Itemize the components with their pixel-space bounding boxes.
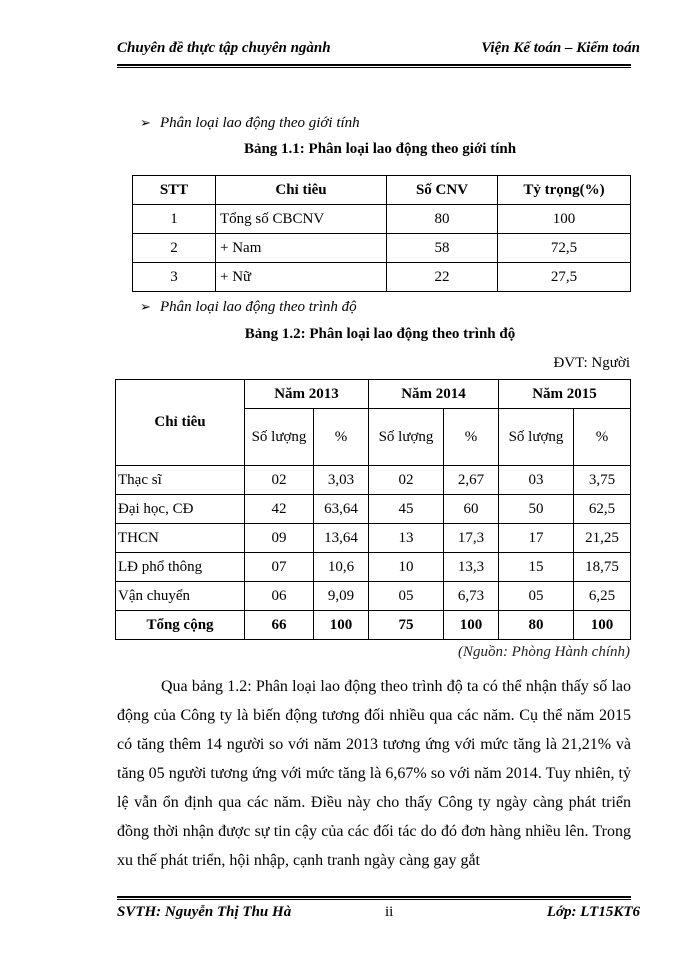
table-cell: 63,64 <box>314 495 369 524</box>
table-total-row <box>116 611 631 640</box>
table-cell: 21,25 <box>574 524 631 553</box>
table-cell: 3 <box>133 263 216 292</box>
column-header: Số lượng <box>499 409 574 466</box>
table-cell: 9,09 <box>314 582 369 611</box>
page-number: ii <box>385 904 394 920</box>
column-header: Số lượng <box>245 409 314 466</box>
table-cell: 22 <box>387 263 498 292</box>
footer-student: SVTH: Nguyễn Thị Thu Hà <box>117 904 292 920</box>
table-cell: 6,73 <box>444 582 499 611</box>
table-cell: 17 <box>499 524 574 553</box>
column-header: % <box>314 409 369 466</box>
column-header: % <box>444 409 499 466</box>
body-paragraph: Qua bảng 1.2: Phân loại lao động theo trình độ ta có thể nhận thấy số lao động của Công ty là biến động tương đối nhiều qua các năm. Cụ thể năm 2015 có tăng thêm 14 người so với năm 2013 tương ứng với mức tăng là 21,21% và tăng 05 người tương ứng với mức tăng là 6,67% so với năm 2014. Tuy nhiên, tỷ lệ vẫn ổn định qua các năm. Điều này cho thấy Công ty ngày càng phát triển đồng thời nhận được sự tin cậy của các đối tác do đó đơn hàng nhiều lên. Trong xu thế phát triển, hội nhập, cạnh tranh ngày càng gay gắt <box>117 678 631 869</box>
table-cell: 05 <box>369 582 444 611</box>
footer-class: Lớp: LT15KT6 <box>546 904 640 920</box>
table-cell: 2,67 <box>444 466 499 495</box>
table-row <box>133 263 631 292</box>
table-cell: 10 <box>369 553 444 582</box>
arrow-bullet-icon: ➢ <box>140 299 151 314</box>
table-cell: 100 <box>314 611 369 640</box>
gender-table <box>132 175 631 292</box>
table-row <box>116 495 631 524</box>
column-header: STT <box>133 176 216 205</box>
table-cell: 45 <box>369 495 444 524</box>
table-row <box>133 234 631 263</box>
table-row <box>116 524 631 553</box>
table-cell: 1 <box>133 205 216 234</box>
unit-label: ĐVT: Người <box>553 355 630 371</box>
table-cell: 58 <box>387 234 498 263</box>
table-cell: Đại học, CĐ <box>116 495 245 524</box>
table-cell: 10,6 <box>314 553 369 582</box>
table-cell: 07 <box>245 553 314 582</box>
table-cell: Tổng số CBCNV <box>216 205 387 234</box>
table-cell: 05 <box>499 582 574 611</box>
table-cell: + Nam <box>216 234 387 263</box>
bullet-text: Phân loại lao động theo trình độ <box>160 299 357 315</box>
table-cell: 09 <box>245 524 314 553</box>
year-header: Năm 2014 <box>369 380 499 409</box>
source-note: (Nguồn: Phòng Hành chính) <box>457 644 630 660</box>
table-cell: 3,03 <box>314 466 369 495</box>
table-cell: 15 <box>499 553 574 582</box>
section-bullet-education <box>140 299 357 316</box>
year-header: Năm 2015 <box>499 380 631 409</box>
table-cell: 13,3 <box>444 553 499 582</box>
header-divider-thin <box>117 67 631 68</box>
column-header: Chỉ tiêu <box>116 380 245 466</box>
section-bullet-gender <box>140 115 360 132</box>
footer-divider <box>117 896 631 898</box>
column-header: % <box>574 409 631 466</box>
table-cell: 6,25 <box>574 582 631 611</box>
footer-divider-thin <box>117 899 631 900</box>
table-cell: 27,5 <box>498 263 631 292</box>
table-header-row <box>116 380 631 409</box>
table-cell: Tổng cộng <box>116 611 245 640</box>
table-cell: Vận chuyển <box>116 582 245 611</box>
education-table <box>115 379 631 640</box>
table-cell: 42 <box>245 495 314 524</box>
arrow-bullet-icon: ➢ <box>140 115 151 130</box>
table-1-caption: Bảng 1.1: Phân loại lao động theo giới tính <box>243 141 517 157</box>
table-cell: 13 <box>369 524 444 553</box>
table-row <box>116 582 631 611</box>
table-cell: 60 <box>444 495 499 524</box>
table-cell: + Nữ <box>216 263 387 292</box>
table-cell: 2 <box>133 234 216 263</box>
table-cell: 06 <box>245 582 314 611</box>
table-cell: 02 <box>369 466 444 495</box>
column-header: Số lượng <box>369 409 444 466</box>
table-cell: THCN <box>116 524 245 553</box>
header-left-title: Chuyên đề thực tập chuyên ngành <box>117 40 331 56</box>
table-cell: 100 <box>574 611 631 640</box>
table-cell: 100 <box>444 611 499 640</box>
table-cell: 66 <box>245 611 314 640</box>
table-row <box>116 466 631 495</box>
table-cell: 62,5 <box>574 495 631 524</box>
table-row <box>116 553 631 582</box>
column-header: Chỉ tiêu <box>216 176 387 205</box>
year-header: Năm 2013 <box>245 380 369 409</box>
table-cell: 80 <box>387 205 498 234</box>
column-header: Số CNV <box>387 176 498 205</box>
header-divider <box>117 64 631 66</box>
table-row <box>133 205 631 234</box>
table-cell: 50 <box>499 495 574 524</box>
header-right-title: Viện Kế toán – Kiểm toán <box>481 40 640 56</box>
bullet-text: Phân loại lao động theo giới tính <box>160 115 360 131</box>
table-cell: 13,64 <box>314 524 369 553</box>
table-cell: 18,75 <box>574 553 631 582</box>
table-header-row <box>133 176 631 205</box>
table-cell: 02 <box>245 466 314 495</box>
table-cell: 75 <box>369 611 444 640</box>
table-cell: Thạc sĩ <box>116 466 245 495</box>
table-cell: LĐ phổ thông <box>116 553 245 582</box>
table-cell: 72,5 <box>498 234 631 263</box>
column-header: Tỷ trọng(%) <box>498 176 631 205</box>
table-cell: 80 <box>499 611 574 640</box>
table-cell: 17,3 <box>444 524 499 553</box>
table-cell: 03 <box>499 466 574 495</box>
table-cell: 100 <box>498 205 631 234</box>
table-2-caption: Bảng 1.2: Phân loại lao động theo trình độ <box>244 326 516 342</box>
table-cell: 3,75 <box>574 466 631 495</box>
